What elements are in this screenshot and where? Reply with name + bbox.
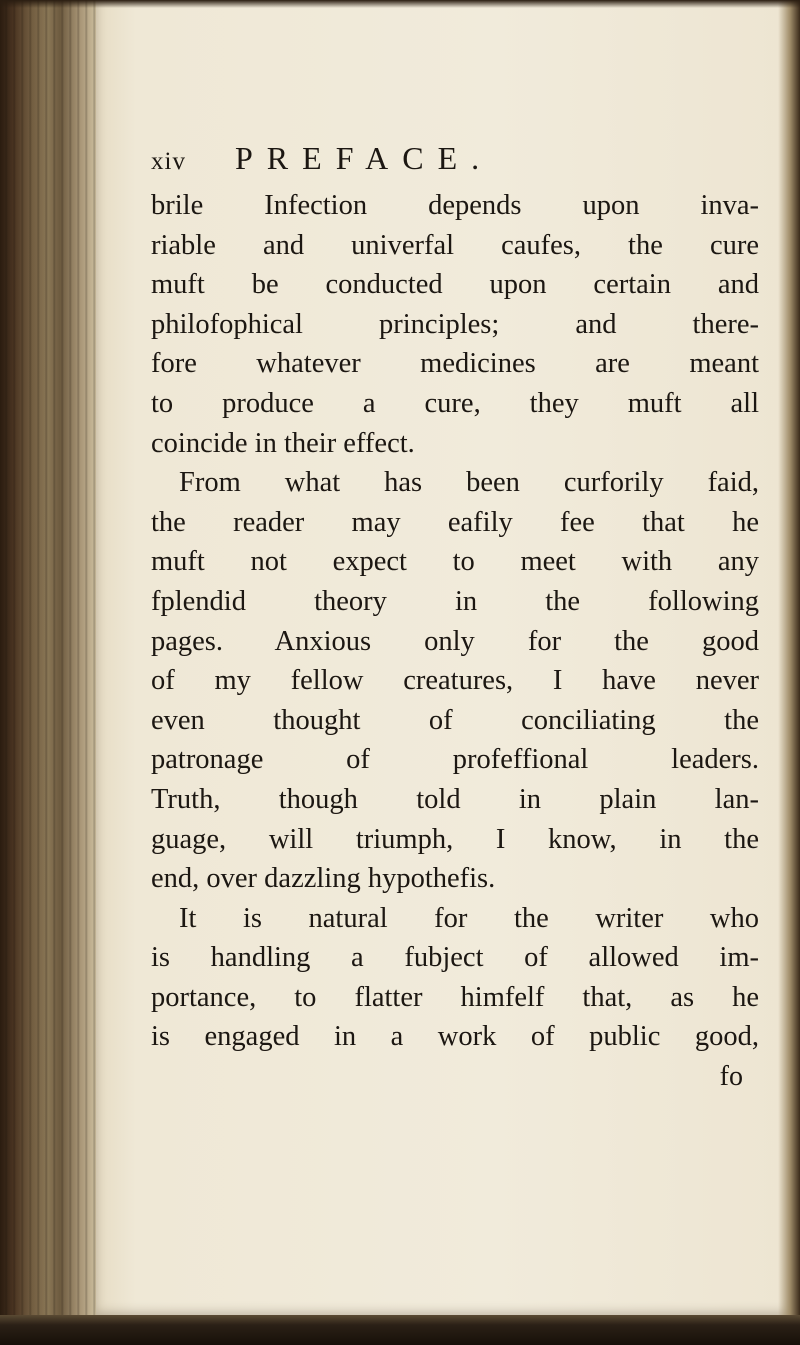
catchword: fo — [719, 1061, 743, 1093]
text-line: the reader may eafily fee that he — [151, 506, 759, 538]
text-line: fplendid theory in the following — [151, 585, 759, 617]
text-line: muft be conducted upon certain and — [151, 269, 759, 301]
running-head: PREFACE. — [235, 140, 494, 176]
text-line: Truth, though told in plain lan- — [151, 783, 759, 815]
text-line: is engaged in a work of public good, — [151, 1021, 759, 1053]
text-line: portance, to flatter himfelf that, as he — [151, 981, 759, 1013]
text-line: guage, will triumph, I know, in the — [151, 823, 759, 855]
top-shadow — [0, 0, 800, 8]
bottom-page-stack — [0, 1315, 800, 1345]
text-line: riable and univerfal caufes, the cure — [151, 229, 759, 261]
paragraph-start-line: It is natural for the writer who — [179, 902, 759, 934]
page-text — [151, 140, 771, 1095]
text-line: patronage of profeffional leaders. — [151, 744, 759, 776]
text-line: pages. Anxious only for the good — [151, 625, 759, 657]
text-line: muft not expect to meet with any — [151, 546, 759, 578]
text-line: coincide in their effect. — [151, 427, 415, 459]
page-number: xiv — [151, 148, 186, 175]
text-line: even thought of conciliating the — [151, 704, 759, 736]
paragraph-start-line: From what has been curforily faid, — [179, 467, 759, 499]
page-header — [151, 140, 771, 186]
text-line: philofophical principles; and there- — [151, 308, 759, 340]
page-edge-right — [778, 0, 800, 1345]
text-line: brile Infection depends upon inva- — [151, 190, 759, 221]
text-line: of my fellow creatures, I have never — [151, 665, 759, 697]
text-line: to produce a cure, they muft all — [151, 387, 759, 419]
text-line: end, over dazzling hypothefis. — [151, 863, 496, 895]
text-line: is handling a fubject of allowed im- — [151, 942, 759, 974]
text-line: fore whatever medicines are meant — [151, 348, 759, 380]
